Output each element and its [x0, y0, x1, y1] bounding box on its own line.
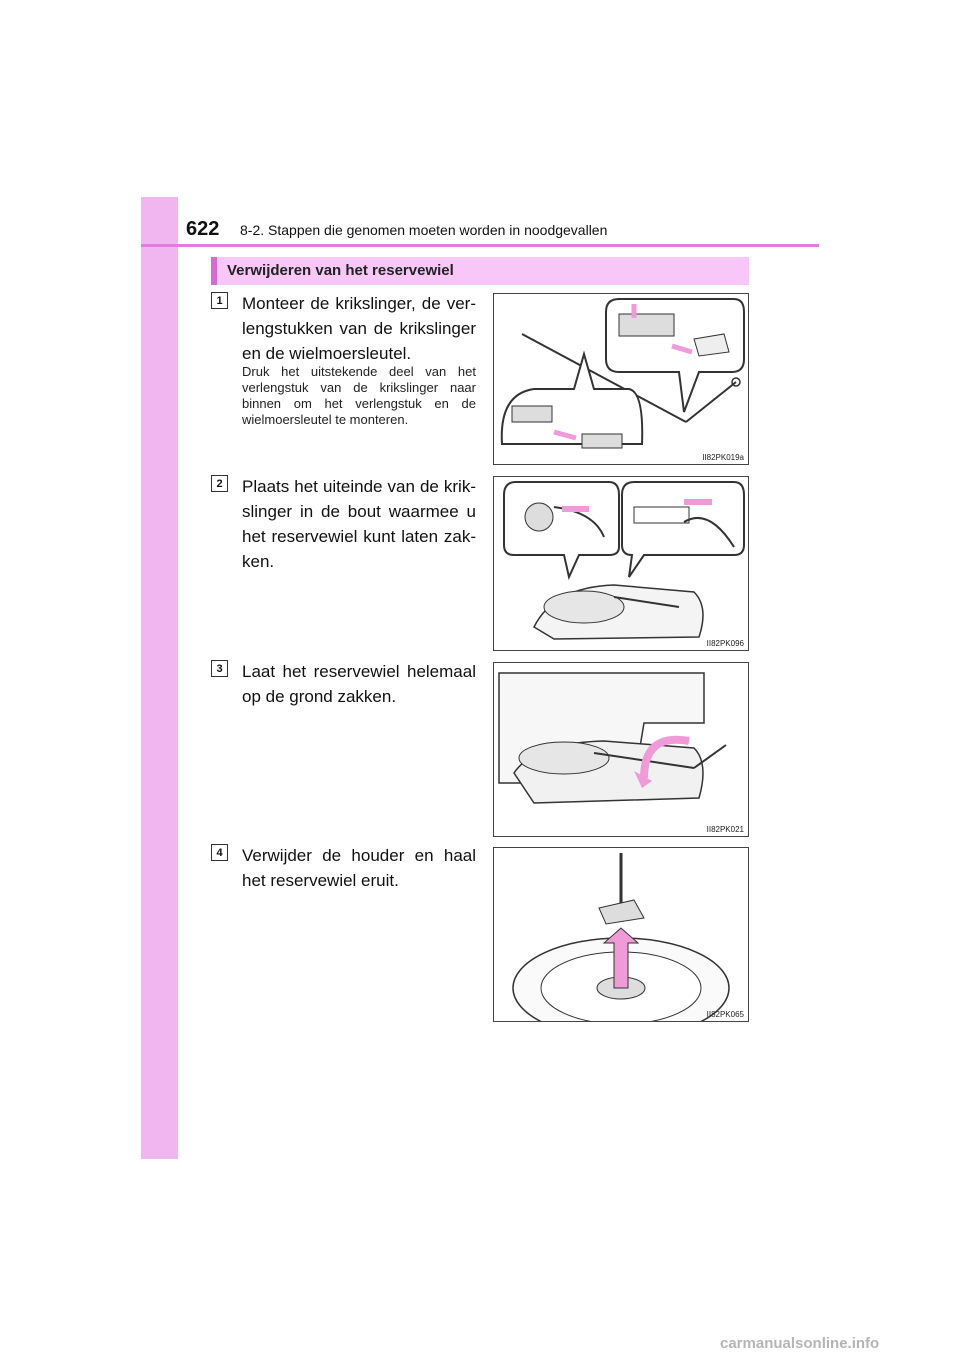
- chapter-title: 8-2. Stappen die genomen moeten worden in noodgevallen: [240, 222, 608, 238]
- header-divider: [141, 244, 819, 247]
- step-1-number: 1: [211, 292, 228, 309]
- step-2-number: 2: [211, 475, 228, 492]
- step-3-figure: [493, 662, 749, 837]
- step-3-text: Laat het reservewiel helemaal op de grond zakken.: [242, 662, 476, 706]
- remove-spare-tire-illustration: [494, 848, 748, 1021]
- step-4-figure-code: II82PK065: [706, 1010, 744, 1019]
- chapter-sidebar-tab: [141, 197, 178, 1159]
- jack-handle-assembly-illustration: [494, 294, 748, 464]
- step-4-figure: [493, 847, 749, 1022]
- jack-handle-insert-illustration: [494, 477, 748, 650]
- step-2-text: Plaats het uiteinde van de krik-slinger in de bout waarmee u het reservewiel kunt laten zak-ken.: [242, 477, 476, 571]
- step-4-text: Verwijder de houder en haal het reservewiel eruit.: [242, 846, 476, 890]
- section-title: Verwijderen van het reservewiel: [227, 262, 454, 279]
- step-2-figure: [493, 476, 749, 651]
- step-3-number: 3: [211, 660, 228, 677]
- step-2-figure-code: II82PK096: [706, 639, 744, 648]
- step-1-note: Druk het uitstekende deel van het verlengstuk van de krikslinger naar binnen om het verlengstuk en de wielmoersleutel te monteren.: [242, 364, 476, 427]
- step-4-number: 4: [211, 844, 228, 861]
- watermark: carmanualsonline.info: [720, 1335, 880, 1352]
- step-1-figure: [493, 293, 749, 465]
- page-number: 622: [186, 218, 220, 240]
- step-3-figure-code: II82PK021: [706, 825, 744, 834]
- step-1-text: Monteer de krikslinger, de ver-lengstukken van de krikslinger en de wielmoersleutel.: [242, 294, 476, 363]
- section-accent: [211, 257, 217, 285]
- lower-spare-tire-illustration: [494, 663, 748, 836]
- step-1-figure-code: II82PK019a: [702, 453, 744, 462]
- section-heading-bar: [211, 257, 749, 285]
